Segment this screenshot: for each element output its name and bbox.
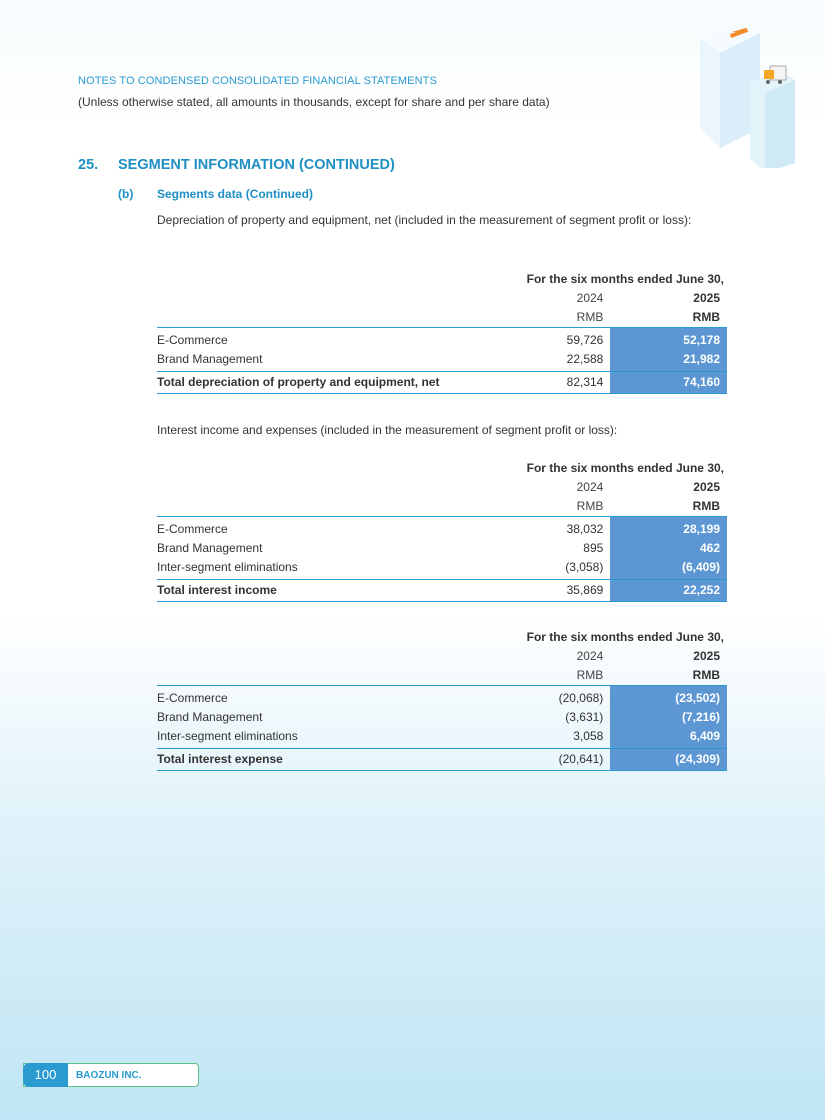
interest-expense-table — [157, 628, 727, 771]
depreciation-intro: Depreciation of property and equipment, net (included in the measurement of segment profit or loss): — [157, 213, 692, 227]
value-2025: (7,216) — [610, 708, 727, 727]
period-header: For the six months ended June 30, — [526, 630, 724, 644]
table-row — [157, 350, 727, 372]
value-2025: 462 — [610, 539, 727, 558]
unit-2024-header: RMB — [576, 310, 604, 324]
table-row — [157, 328, 727, 351]
total-label: Total depreciation of property and equipment, net — [157, 372, 501, 394]
period-header: For the six months ended June 30, — [526, 461, 724, 475]
page-footer — [23, 1063, 199, 1087]
row-label: Inter-segment eliminations — [157, 560, 298, 574]
table-row — [157, 558, 727, 580]
unit-2025-header: RMB — [692, 310, 720, 324]
section-title: SEGMENT INFORMATION (CONTINUED) — [118, 157, 395, 173]
total-row — [157, 749, 727, 771]
table-row — [157, 517, 727, 540]
value-2025: (6,409) — [610, 558, 727, 580]
value-2025: (23,502) — [610, 686, 727, 709]
value-2024: 59,726 — [501, 328, 611, 351]
total-label: Total interest income — [157, 580, 501, 602]
row-label: E-Commerce — [157, 328, 501, 351]
value-2024: (3,631) — [565, 710, 604, 724]
year-2024-header: 2024 — [576, 291, 604, 305]
total-row — [157, 580, 727, 602]
period-header: For the six months ended June 30, — [526, 272, 724, 286]
total-2025: (24,309) — [610, 749, 727, 771]
value-2024: (20,068) — [501, 686, 611, 709]
subsection-heading — [118, 187, 313, 201]
year-2025-header: 2025 — [693, 480, 720, 494]
page-number: 100 — [23, 1063, 68, 1087]
total-label: Total interest expense — [157, 749, 501, 771]
value-2024: 22,588 — [566, 352, 604, 366]
company-name: BAOZUN INC. — [76, 1069, 142, 1081]
subsection-title: Segments data (Continued) — [157, 187, 314, 201]
year-2025-header: 2025 — [693, 649, 720, 663]
value-2024: 38,032 — [501, 517, 611, 540]
table-row — [157, 727, 727, 749]
value-2025: 28,199 — [610, 517, 727, 540]
table-row — [157, 539, 727, 558]
section-heading — [78, 157, 395, 173]
table-row — [157, 708, 727, 727]
unit-2024-header: RMB — [576, 499, 604, 513]
total-2024: (20,641) — [501, 749, 611, 771]
year-2024-header: 2024 — [576, 480, 604, 494]
row-label: Brand Management — [157, 352, 263, 366]
depreciation-table — [157, 270, 727, 394]
decorative-cubes-illustration — [680, 8, 800, 168]
total-row — [157, 372, 727, 394]
total-2025: 22,252 — [610, 580, 727, 602]
value-2025: 6,409 — [610, 727, 727, 749]
value-2024: 895 — [583, 541, 604, 555]
year-2024-header: 2024 — [576, 649, 604, 663]
table-row — [157, 686, 727, 709]
subsection-label: (b) — [118, 187, 134, 201]
interest-income-table — [157, 459, 727, 602]
running-header-subtitle: (Unless otherwise stated, all amounts in thousands, except for share and per share data) — [78, 95, 550, 109]
value-2025: 52,178 — [610, 328, 727, 351]
row-label: Brand Management — [157, 541, 263, 555]
total-2024: 35,869 — [501, 580, 611, 602]
row-label: Brand Management — [157, 710, 263, 724]
year-2025-header: 2025 — [693, 291, 720, 305]
unit-2025-header: RMB — [692, 499, 720, 513]
section-number: 25. — [78, 157, 99, 173]
row-label: E-Commerce — [157, 686, 501, 709]
interest-intro: Interest income and expenses (included in the measurement of segment profit or loss): — [157, 423, 618, 437]
running-header-title: NOTES TO CONDENSED CONSOLIDATED FINANCIAL STATEMENTS — [78, 75, 437, 87]
value-2024: 3,058 — [573, 729, 604, 743]
value-2025: 21,982 — [610, 350, 727, 372]
total-2024: 82,314 — [501, 372, 611, 394]
row-label: Inter-segment eliminations — [157, 729, 298, 743]
total-2025: 74,160 — [610, 372, 727, 394]
row-label: E-Commerce — [157, 517, 501, 540]
unit-2024-header: RMB — [576, 668, 604, 682]
unit-2025-header: RMB — [692, 668, 720, 682]
value-2024: (3,058) — [565, 560, 604, 574]
